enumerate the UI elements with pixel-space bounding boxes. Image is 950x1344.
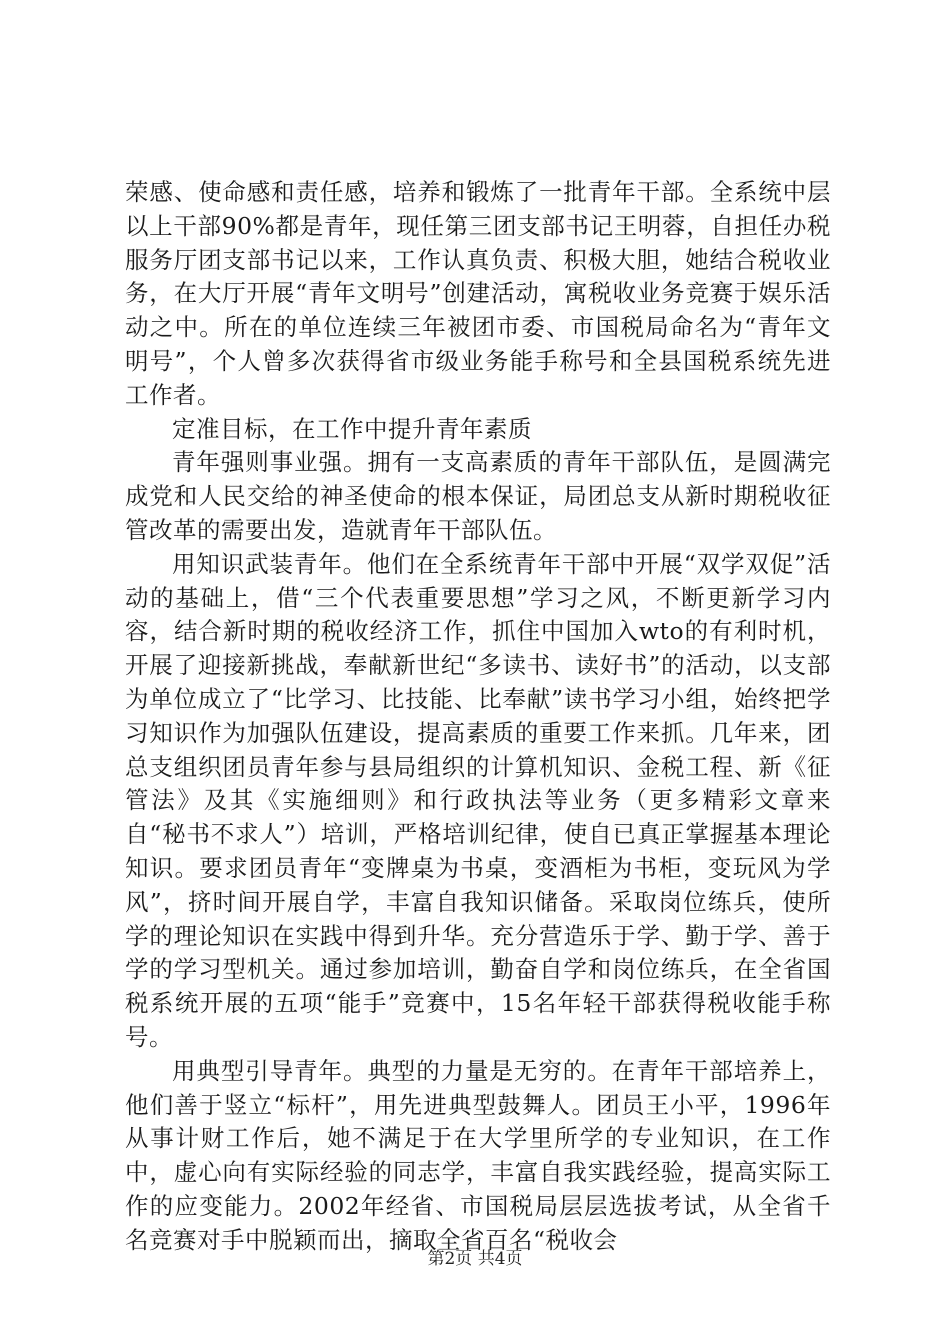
paragraph-4: 用典型引导青年。典型的力量是无穷的。在青年干部培养上，他们善于竖立“标杆”，用先进典型鼓舞人。团员王小平，1996年从事计财工作后，她不满足于在大学里所学的专业知识，在工作中，虚心向有实际经验的同志学，丰富自我实践经验，提高实际工作的应变能力。2002年经省、市国税局层层选拔考试，从全省千名竞赛对手中脱颖而出，摘取全省百名“税收会 (125, 1056, 831, 1254)
paragraph-1: 荣感、使命感和责任感，培养和锻炼了一批青年干部。全系统中层以上干部90%都是青年，现任第三团支部书记王明蓉，自担任办税服务厅团支部书记以来，工作认真负责、积极大胆，她结合税收业务，在大厅开展“青年文明号”创建活动，寓税收业务竞赛于娱乐活动之中。所在的单位连续三年被团市委、市国税局命名为“青年文明号”，个人曾多次获得省市级业务能手称号和全县国税系统先进工作者。 (125, 178, 831, 409)
paragraph-2: 青年强则事业强。拥有一支高素质的青年干部队伍，是圆满完成党和人民交给的神圣使命的根本保证，局团总支从新时期税收征管改革的需要出发，造就青年干部队伍。 (125, 448, 831, 544)
page-number-footer: 第2页 共4页 (427, 1249, 523, 1269)
section-heading: 定准目标，在工作中提升青年素质 (172, 414, 532, 443)
document-body (125, 176, 831, 1258)
paragraph-3: 用知识武装青年。他们在全系统青年干部中开展“双学双促”活动的基础上，借“三个代表重要思想”学习之风，不断更新学习内容，结合新时期的税收经济工作，抓住中国加入wto的有利时机，开展了迎接新挑战，奉献新世纪“多读书、读好书”的活动，以支部为单位成立了“比学习、比技能、比奉献”读书学习小组，始终把学习知识作为加强队伍建设，提高素质的重要工作来抓。几年来，团总支组织团员青年参与县局组织的计算机知识、金税工程、新《征管法》及其《实施细则》和行政执法等业务（更多精彩文章来自“秘书不求人”）培训，严格培训纪律，使自已真正掌握基本理论知识。要求团员青年“变牌桌为书桌，变酒柜为书柜，变玩风为学风”，挤时间开展自学，丰富自我知识储备。采取岗位练兵，使所学的理论知识在实践中得到升华。充分营造乐于学、勤于学、善于学的学习型机关。通过参加培训，勤奋自学和岗位练兵，在全省国税系统开展的五项“能手”竞赛中，15名年轻干部获得税收能手称号。 (125, 549, 831, 1051)
